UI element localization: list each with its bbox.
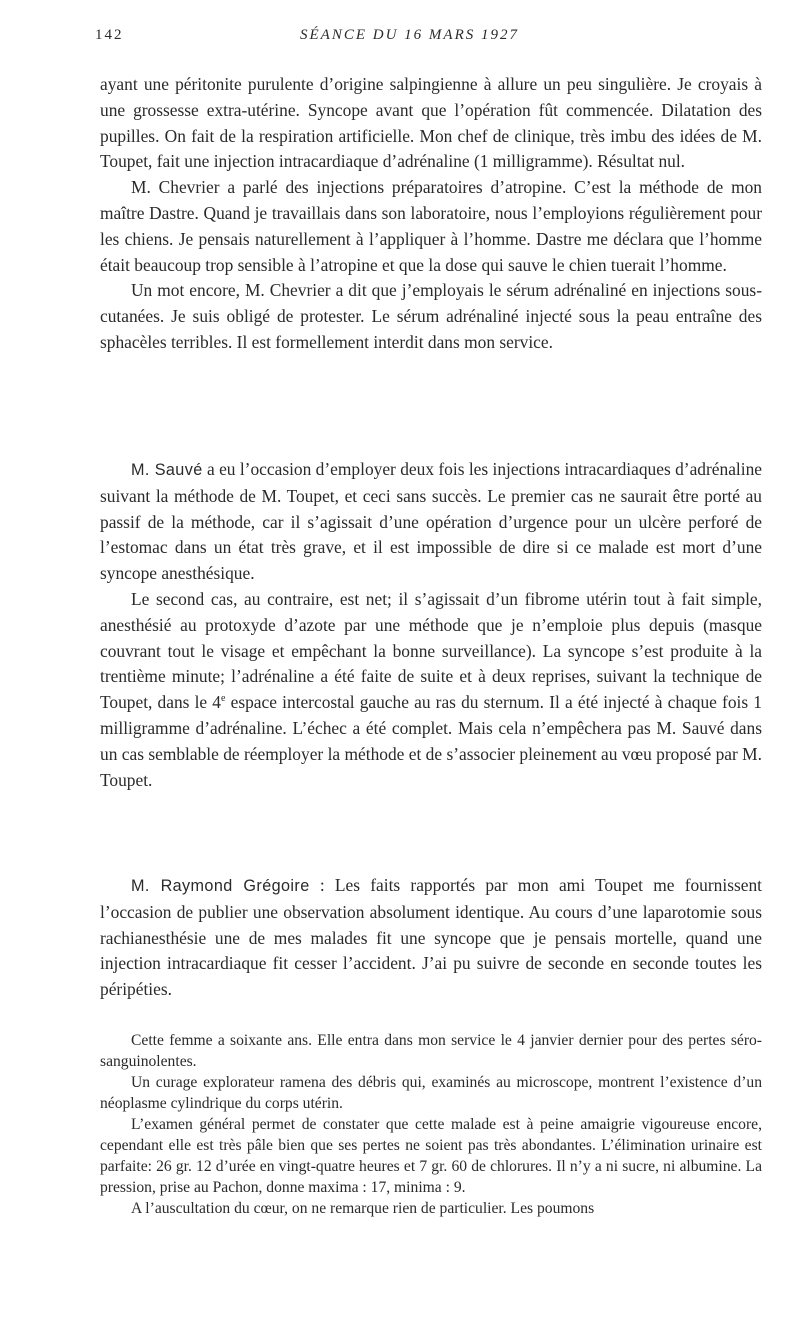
paragraph-text: : Les faits rapportés par mon ami Toupet me fournissent l’occasion de publier une observation absolument identique. Au cours d’une laparotomie sous rachianesthésie une de mes malades fit une syncope que je pensais mortelle, quand une injection intracardiaque fit cesser l’accident. J’ai pu suivre de seconde en seconde toutes les péripéties. [100, 875, 762, 1000]
paragraph [100, 587, 762, 793]
paragraph [100, 873, 762, 1003]
paragraph-text: espace intercostal gauche au ras du sternum. Il a été injecté à chaque fois 1 milligramme d’adrénaline. L’échec a été complet. Mais cela n’empêchera pas M. Sauvé dans un cas semblable de réemployer la méthode et de s’associer pleinement au vœu proposé par M. Toupet. [100, 692, 762, 790]
paragraph-text: Le second cas, au contraire, est net; il s’agissait d’un fibrome utérin tout à fait simple, anesthésié au protoxyde d’azote par une méthode que je n’emploie plus depuis (masque couvrant tout le visage et empêchant la bonne surveillance). La syncope s’est produite à la trentième minute; l’adrénaline a été faite de suite et à deux reprises, suivant la technique de Toupet, dans le 4 [100, 588, 762, 713]
running-title: SÉANCE DU 16 MARS 1927 [300, 27, 519, 43]
running-header [95, 27, 695, 51]
page-number: 142 [95, 27, 124, 43]
superscript: e [221, 693, 226, 705]
observation-section [100, 1030, 762, 1219]
speaker-name: M. Sauvé [131, 461, 203, 479]
paragraph: Cette femme a soixante ans. Elle entra dans mon service le 4 janvier dernier pour des pertes séro-sanguinolentes. [100, 1032, 762, 1070]
sauve-section [100, 457, 762, 793]
speaker-name: M. Raymond Grégoire [131, 877, 310, 895]
paragraph: M. Chevrier a parlé des injections préparatoires d’atropine. C’est la méthode de mon maître Dastre. Quand je travaillais dans son laboratoire, nous l’employions régulièrement pour les chiens. Je pensais naturellement à l’appliquer à l’homme. Dastre me déclara que l’homme était beaucoup trop sensible à l’atropine et que la dose qui sauve le chien tuerait l’homme. [100, 177, 762, 275]
paragraph: Un mot encore, M. Chevrier a dit que j’employais le sérum adrénaliné en injections sous-cutanées. Je suis obligé de protester. Le sérum adrénaliné injecté sous la peau entraîne des sphacèles terribles. Il est formellement interdit dans mon service. [100, 280, 762, 352]
paragraph: A l’auscultation du cœur, on ne remarque rien de particulier. Les poumons [131, 1200, 595, 1217]
paragraph: L’examen général permet de constater que cette malade est à peine amaigrie vigoureuse encore, cependant elle est très pâle bien que ses pertes ne soient pas très abondantes. L’élimination urinaire est parfaite: 26 gr. 12 d’urée en vingt-quatre heures et 7 gr. 60 de chlorures. Il n’y a ni sucre, ni albumine. La pression, prise au Pachon, donne maxima : 17, minima : 9. [100, 1116, 762, 1196]
gregoire-section [100, 873, 762, 1003]
paragraph: Un curage explorateur ramena des débris qui, examinés au microscope, montrent l’existence d’un néoplasme cylindrique du corps utérin. [100, 1074, 762, 1112]
paragraph [100, 457, 762, 587]
paragraph: ayant une péritonite purulente d’origine salpingienne à allure un peu singulière. Je croyais à une grossesse extra-utérine. Syncope avant que l’opération fût commencée. Dilatation des pupilles. On fait de la respiration artificielle. Mon chef de clinique, très imbu des idées de M. Toupet, fait une injection intracardiaque d’adrénaline (1 milligramme). Résultat nul. [100, 74, 762, 172]
continued-remarks [100, 72, 762, 356]
paragraph-text: a eu l’occasion d’employer deux fois les injections intracardiaques d’adrénaline suivant la méthode de M. Toupet, et ceci sans succès. Le premier cas ne saurait être porté au passif de la méthode, car il s’agissait d’une opération d’urgence pour un ulcère perforé de l’estomac dans un état très grave, et il est impossible de dire si ce malade est mort d’une syncope anesthésique. [100, 459, 762, 584]
